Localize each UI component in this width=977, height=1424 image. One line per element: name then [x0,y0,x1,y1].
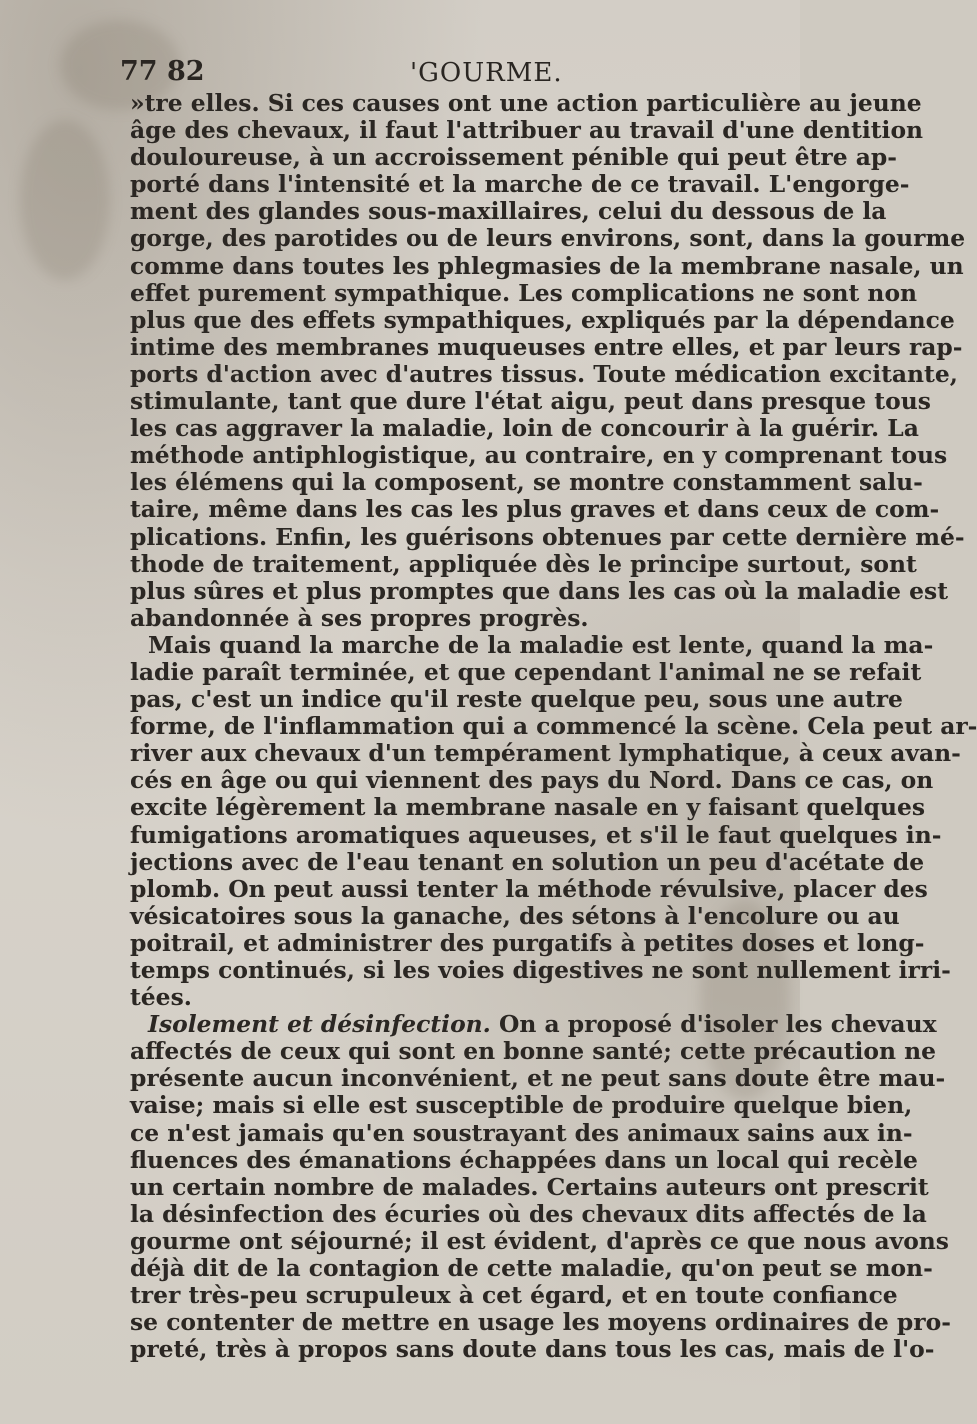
text-line: gourme ont séjourné; il est évident, d'après ce que nous avons [130,1226,949,1255]
text-line: comme dans toutes les phlegmasies de la membrane nasale, un [130,251,964,280]
text-line: les cas aggraver la maladie, loin de concourir à la guérir. La [130,414,919,443]
text-line: abandonnée à ses propres progrès. [130,603,589,632]
text-line: ce n'est jamais qu'en soustrayant des animaux sains aux in- [130,1118,913,1147]
text-line: déjà dit de la contagion de cette maladie, qu'on peut se mon- [130,1254,933,1283]
text-line: ports d'action avec d'autres tissus. Toute médication excitante, [130,359,958,388]
text-line: thode de traitement, appliquée dès le principe surtout, sont [130,549,917,578]
text-line [130,1010,937,1039]
text-line: fluences des émanations échappées dans un local qui recèle [130,1145,918,1174]
page-number: 77 82 [120,56,205,87]
text-line: fumigations aromatiques aqueuses, et s'il le faut quelques in- [130,820,942,849]
text-line: cés en âge ou qui viennent des pays du Nord. Dans ce cas, on [130,766,934,795]
text-line: Mais quand la marche de la maladie est lente, quand la ma- [148,630,934,659]
running-head: 'GOURME. [410,58,563,88]
text-line: excite légèrement la membrane nasale en y faisant quelques [130,793,926,822]
text-line: preté, très à propos sans doute dans tous les cas, mais de l'o- [130,1335,935,1364]
paragraph-2 [130,630,977,1012]
paragraph-3 [130,1010,951,1364]
text-line: ladie paraît terminée, et que cependant l'animal ne se refait [130,657,922,686]
text-line: pas, c'est un indice qu'il reste quelque peu, sous une autre [130,685,903,714]
text-line: vésicatoires sous la ganache, des sétons à l'encolure ou au [130,901,900,930]
text-line: douloureuse, à un accroissement pénible qui peut être ap- [130,143,897,172]
text-line: jections avec de l'eau tenant en solution un peu d'acétate de [130,847,925,876]
text-line: intime des membranes muqueuses entre elles, et par leurs rap- [130,332,963,361]
text-line: la désinfection des écuries où des chevaux dits affectés de la [130,1199,927,1228]
text-line: se contenter de mettre en usage les moyens ordinaires de pro- [130,1308,951,1337]
text-line: âge des chevaux, il faut l'attribuer au travail d'une dentition [130,116,924,145]
text-run: On a proposé d'isoler les chevaux [490,1010,937,1039]
text-line: affectés de ceux qui sont en bonne santé; cette précaution ne [130,1037,937,1066]
text-line: présente aucun inconvénient, et ne peut sans doute être mau- [130,1064,946,1093]
text-line: plus sûres et plus promptes que dans les cas où la maladie est [130,576,949,605]
text-line: tées. [130,983,192,1012]
text-line: effet purement sympathique. Les complications ne sont non [130,278,918,307]
section-title: Isolement et désinfection. [148,1010,491,1039]
text-line: un certain nombre de malades. Certains auteurs ont prescrit [130,1172,929,1201]
text-line: plomb. On peut aussi tenter la méthode révulsive, placer des [130,874,928,903]
text-line: ment des glandes sous-maxillaires, celui du dessous de la [130,197,887,226]
text-line: taire, même dans les cas les plus graves et dans ceux de com- [130,495,940,524]
text-line: forme, de l'inflammation qui a commencé la scène. Cela peut ar- [130,712,977,741]
text-line: gorge, des parotides ou de leurs environs, sont, dans la gourme [130,224,966,253]
paper-stain [20,120,110,280]
text-line: stimulante, tant que dure l'état aigu, peut dans presque tous [130,387,931,416]
text-line: plications. Enfin, les guérisons obtenues par cette dernière mé- [130,522,965,551]
text-line: vaise; mais si elle est susceptible de produire quelque bien, [130,1091,913,1120]
text-line: les élémens qui la composent, se montre constamment salu- [130,468,923,497]
text-line: river aux chevaux d'un tempérament lymphatique, à ceux avan- [130,739,961,768]
text-line: poitrail, et administrer des purgatifs à petites doses et long- [130,928,925,957]
text-line: temps continués, si les voies digestives ne sont nullement irri- [130,956,951,984]
text-line: »tre elles. Si ces causes ont une action particulière au jeune [130,89,922,117]
paragraph-1 [130,89,966,632]
text-line: porté dans l'intensité et la marche de ce travail. L'engorge- [130,170,910,199]
body-text [130,89,977,1364]
text-line: plus que des effets sympathiques, expliqués par la dépendance [130,305,955,334]
text-line: méthode antiphlogistique, au contraire, en y comprenant tous [130,441,948,470]
text-line: trer très-peu scrupuleux à cet égard, et en toute confiance [130,1281,898,1310]
